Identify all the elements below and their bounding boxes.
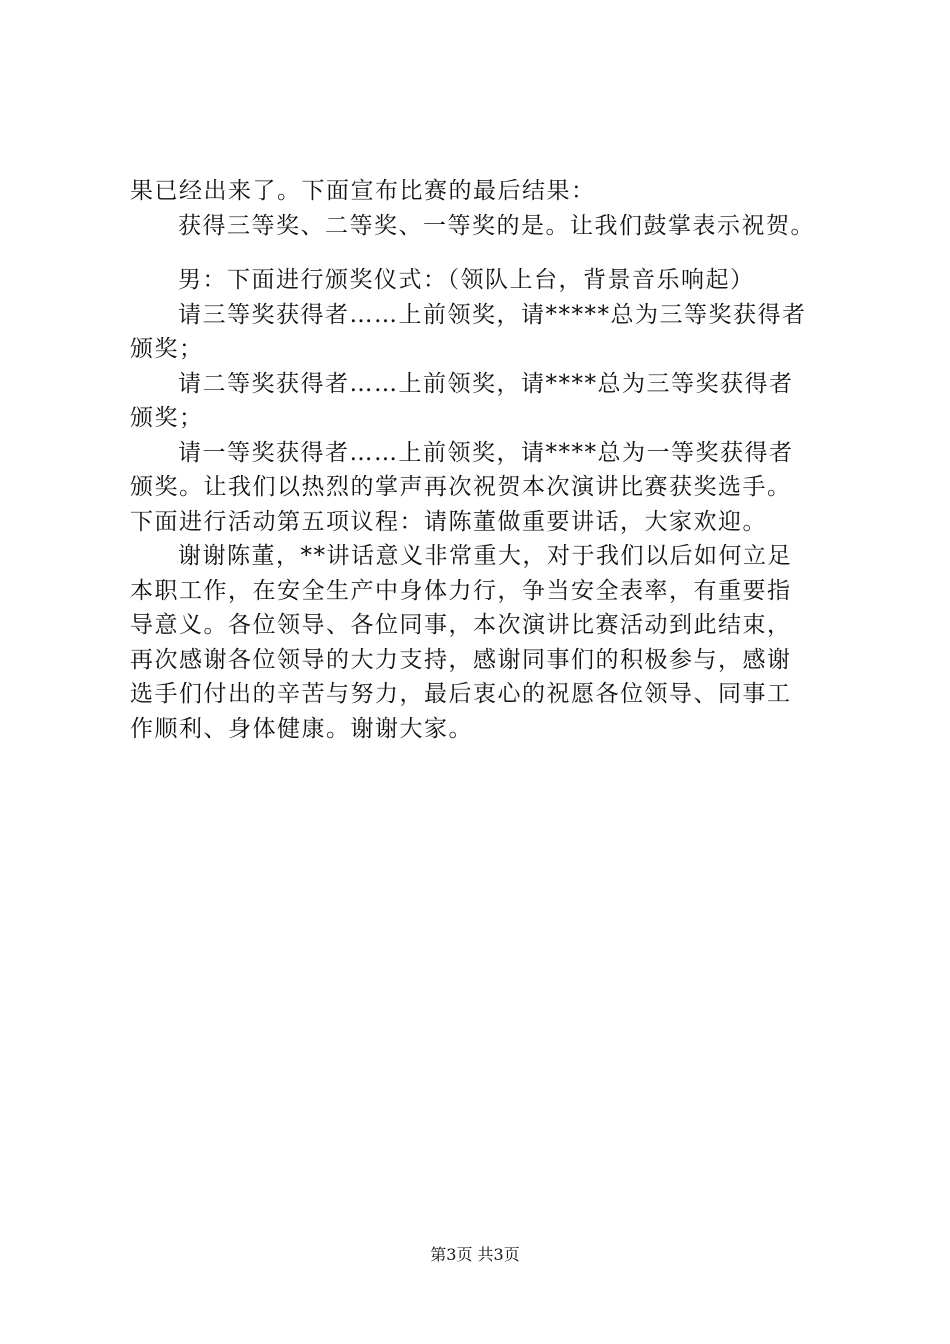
paragraph-line: 选手们付出的辛苦与努力，最后衷心的祝愿各位领导、同事工 [130, 681, 792, 707]
paragraph-line: 颁奖； [130, 405, 204, 431]
paragraph-line: 果已经出来了。下面宣布比赛的最后结果： [130, 178, 596, 204]
paragraph-line: 谢谢陈董，**讲话意义非常重大，对于我们以后如何立足 [178, 543, 792, 569]
paragraph-line: 请一等奖获得者……上前领奖，请****总为一等奖获得者 [178, 439, 794, 466]
paragraph-line: 男：下面进行颁奖仪式：（领队上台，背景音乐响起） [178, 267, 755, 293]
page-number-footer: 第3页 共3页 [430, 1245, 520, 1264]
paragraph-line: 作顺利、身体健康。谢谢大家。 [130, 715, 473, 742]
paragraph-line: 获得三等奖、二等奖、一等奖的是。让我们鼓掌表示祝贺。 [178, 212, 815, 239]
paragraph-line: 下面进行活动第五项议程：请陈董做重要讲话，大家欢迎。 [130, 508, 767, 535]
paragraph-line: 本职工作，在安全生产中身体力行，争当安全表率，有重要指 [130, 577, 792, 604]
paragraph-line: 请三等奖获得者……上前领奖，请*****总为三等奖获得者 [178, 301, 807, 328]
paragraph-spacer [130, 243, 850, 263]
paragraph-line: 再次感谢各位领导的大力支持，感谢同事们的积极参与，感谢 [130, 646, 792, 673]
paragraph-line: 请二等奖获得者……上前领奖，请****总为三等奖获得者 [178, 370, 794, 397]
document-body [130, 174, 850, 746]
paragraph-line: 颁奖； [130, 336, 204, 362]
paragraph-line: 导意义。各位领导、各位同事，本次演讲比赛活动到此结束， [130, 612, 792, 638]
paragraph-line: 颁奖。让我们以热烈的掌声再次祝贺本次演讲比赛获奖选手。 [130, 474, 792, 500]
